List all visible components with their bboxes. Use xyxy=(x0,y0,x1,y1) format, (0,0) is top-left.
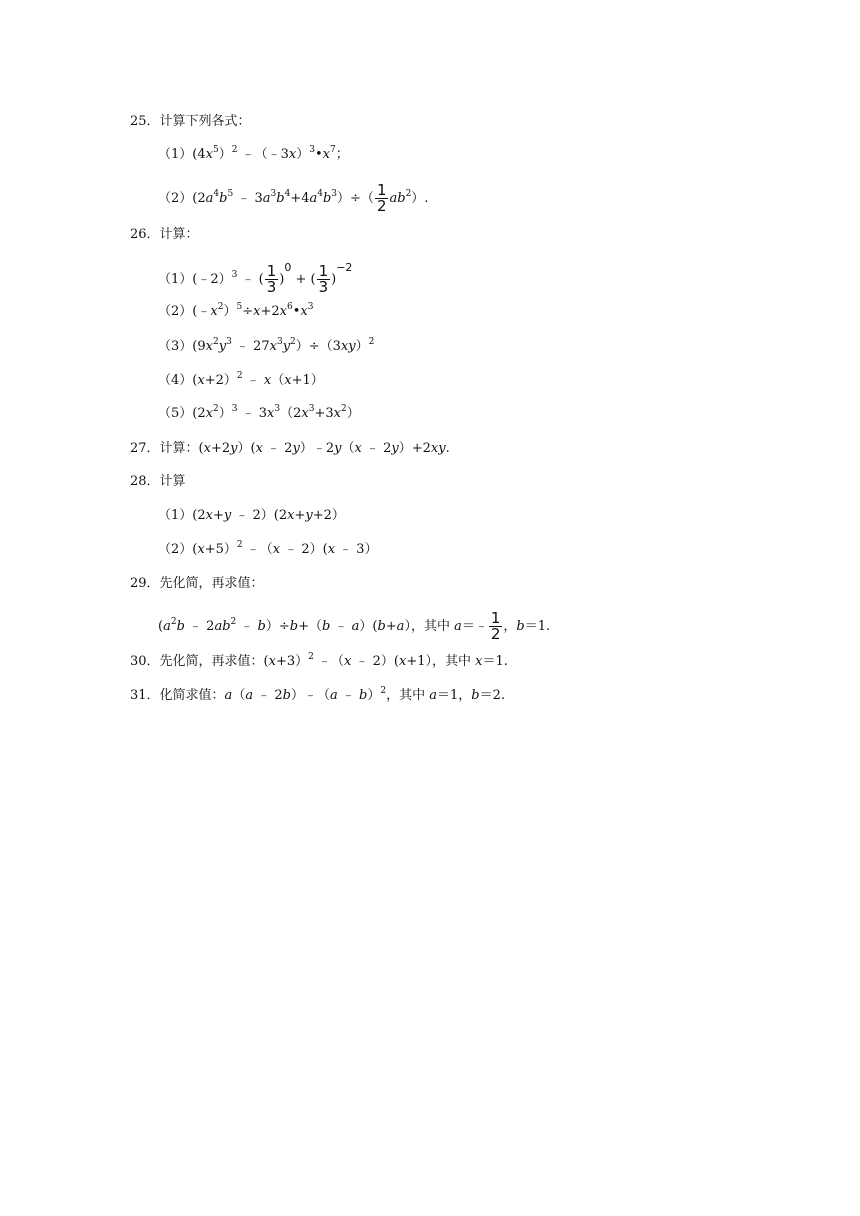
question-25-part-2: $(2)(2a^4b^5$ ﹣ $3a^3b^4+4a^4b^3)\div$（ $\frac{1}{2}$ $ab^2$）. xyxy=(158,181,429,215)
question-25-title: 25．计算下列各式： xyxy=(130,114,251,129)
question-25-part-1: $(1)(4x^5)^2$ $﹣(﹣3x)^3•x^7$； xyxy=(158,145,349,162)
question-26-title: 26．计算： xyxy=(130,227,199,242)
fraction-one-half: $\frac{1}{2}$ xyxy=(376,181,387,215)
question-30: 30．先化简，再求值：(x+3）$^2$ ﹣（x ﹣ 2）(x+1），其中 x＝1. xyxy=(130,652,508,669)
question-28-title: 28．计算 xyxy=(130,474,186,489)
question-26-part-5: $(5)(2x^2)^3$ ﹣ $3x^3(2x^3+3x^2)$ xyxy=(158,404,360,421)
fraction-one-third-b: $\frac{1}{3}$ xyxy=(318,262,329,296)
question-31: 31．化简求值：a（a ﹣ 2b）﹣（a ﹣ b）$^2$，其中 a＝1，b＝2. xyxy=(130,686,506,703)
question-29-expression: ($a^2b$ ﹣ $2ab^2$ ﹣ b）÷b+（b ﹣ a）(b+a），其中 a＝﹣ $\frac{1}{2}$ ，b＝1. xyxy=(158,609,551,643)
question-26-part-2: $(2)(﹣x^2)^5\div x+2x^6•x^3$ xyxy=(158,302,314,319)
question-28-part-2: （2）(x+5）$^2$ ﹣（x ﹣ 2）(x ﹣ 3） xyxy=(158,540,378,557)
fraction-one-third-a: $\frac{1}{3}$ xyxy=(266,262,277,296)
question-26-part-4: （4）(x+2）$^2$ ﹣ x（x+1） xyxy=(158,371,324,388)
question-29-title: 29．先化简，再求值： xyxy=(130,576,264,591)
fraction-one-half-29: $\frac{1}{2}$ xyxy=(490,609,501,643)
question-26-part-1: （1）(﹣2）$^3$ ﹣ ( $\frac{1}{3}$ )$^0$ + ( $\frac{1}{3}$ )$^{-2}$ xyxy=(158,261,353,296)
question-27: 27．计算：(x+2y）(x ﹣ 2y）﹣2y（x ﹣ 2y）+2xy. xyxy=(130,441,450,456)
question-26-part-3: $(3)(9x^2y^3$ ﹣ $27x^3y^2)\div(3xy)^2$ xyxy=(158,337,375,354)
question-28-part-1: （1）(2x+y ﹣ 2）(2x+y+2） xyxy=(158,508,345,523)
